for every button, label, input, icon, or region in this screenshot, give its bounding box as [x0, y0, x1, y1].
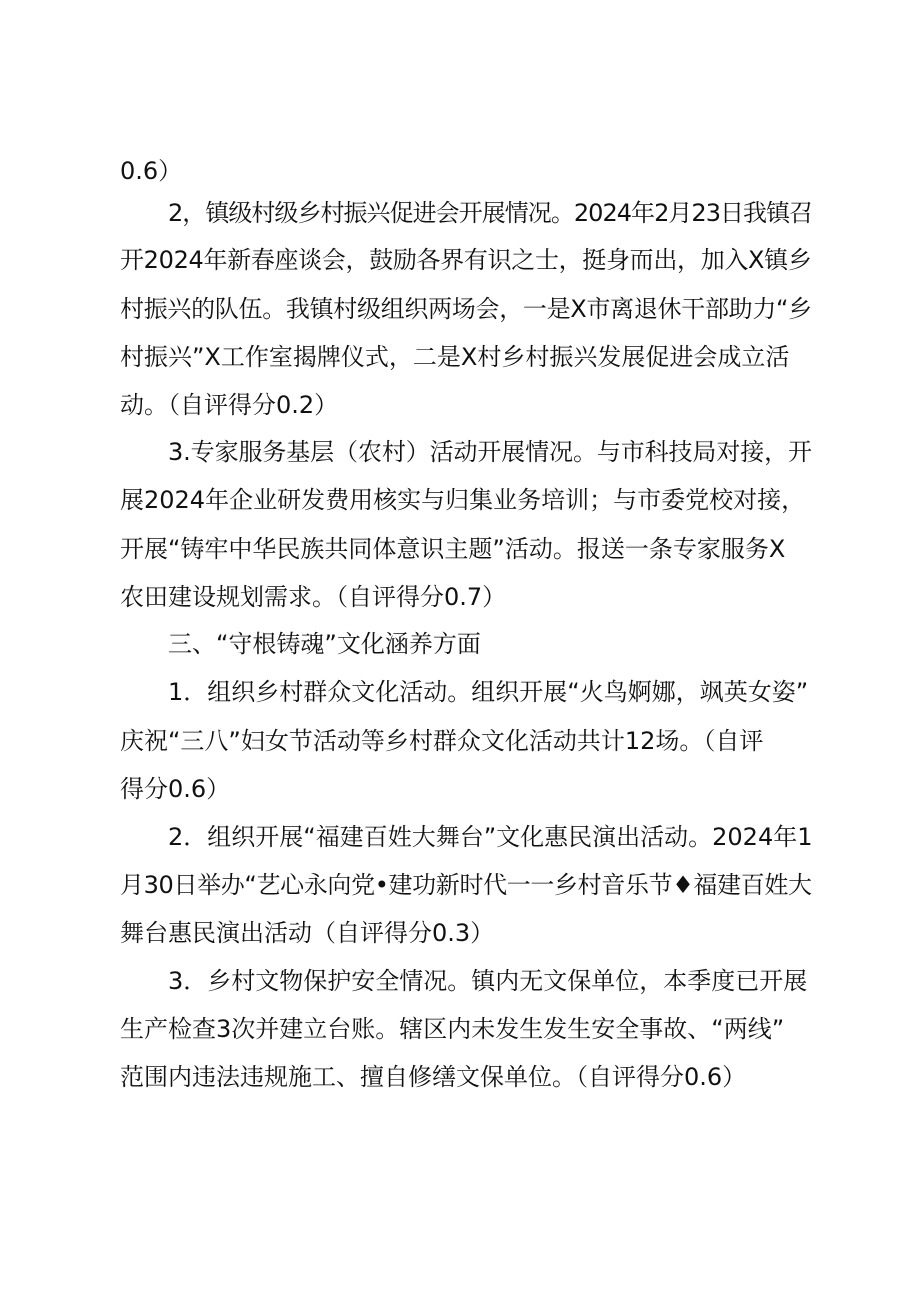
- section-item-2-line: 2．组织开展“福建百姓大舞台”文化惠民演出活动。2024年1: [168, 823, 813, 851]
- paragraph-3-line: 3.专家服务基层（农村）活动开展情况。与市科技局对接，开: [168, 438, 812, 466]
- text-line: 村振兴”X工作室揭牌仪式，二是X村乡村振兴发展促进会成立活: [120, 343, 790, 371]
- section-heading: 三、“守根铸魂”文化涵养方面: [168, 630, 481, 658]
- text-line: 得分0.6）: [120, 775, 231, 803]
- paragraph-2-line: 2，镇级村级乡村振兴促进会开展情况。2024年2月23日我镇召: [168, 199, 813, 227]
- text-line: 开展“铸牢中华民族共同体意识主题”活动。报送一条专家服务X: [120, 535, 786, 563]
- text-line: 月30日举办“艺心永向党•建功新时代一一乡村音乐节♦福建百姓大: [120, 871, 812, 899]
- text-line: 范围内违法违规施工、擅自修缮文保单位。（自评得分0.6）: [120, 1063, 747, 1091]
- section-item-3-line: 3．乡村文物保护安全情况。镇内无文保单位，本季度已开展: [168, 967, 808, 995]
- text-line: 生产检查3次并建立台账。辖区内未发生发生安全事故、“两线”: [120, 1015, 785, 1043]
- section-item-1-line: 1．组织乡村群众文化活动。组织开展“火鸟婀娜，飒英女姿”: [168, 678, 809, 706]
- text-line: 0.6）: [120, 157, 183, 185]
- text-line: 舞台惠民演出活动（自评得分0.3）: [120, 919, 495, 947]
- text-line: 展2024年企业研发费用核实与归集业务培训；与市委党校对接，: [120, 486, 806, 514]
- text-line: 农田建设规划需求。（自评得分0.7）: [120, 583, 507, 611]
- text-line: 村振兴的队伍。我镇村级组织两场会，一是X市离退休干部助力“乡: [120, 295, 812, 323]
- text-line: 动。（自评得分0.2）: [120, 391, 339, 419]
- text-line: 开2024年新春座谈会，鼓励各界有识之士，挺身而出，加入X镇乡: [120, 246, 812, 274]
- text-line: 庆祝“三八”妇女节活动等乡村群众文化活动共计12场。（自评: [120, 727, 764, 755]
